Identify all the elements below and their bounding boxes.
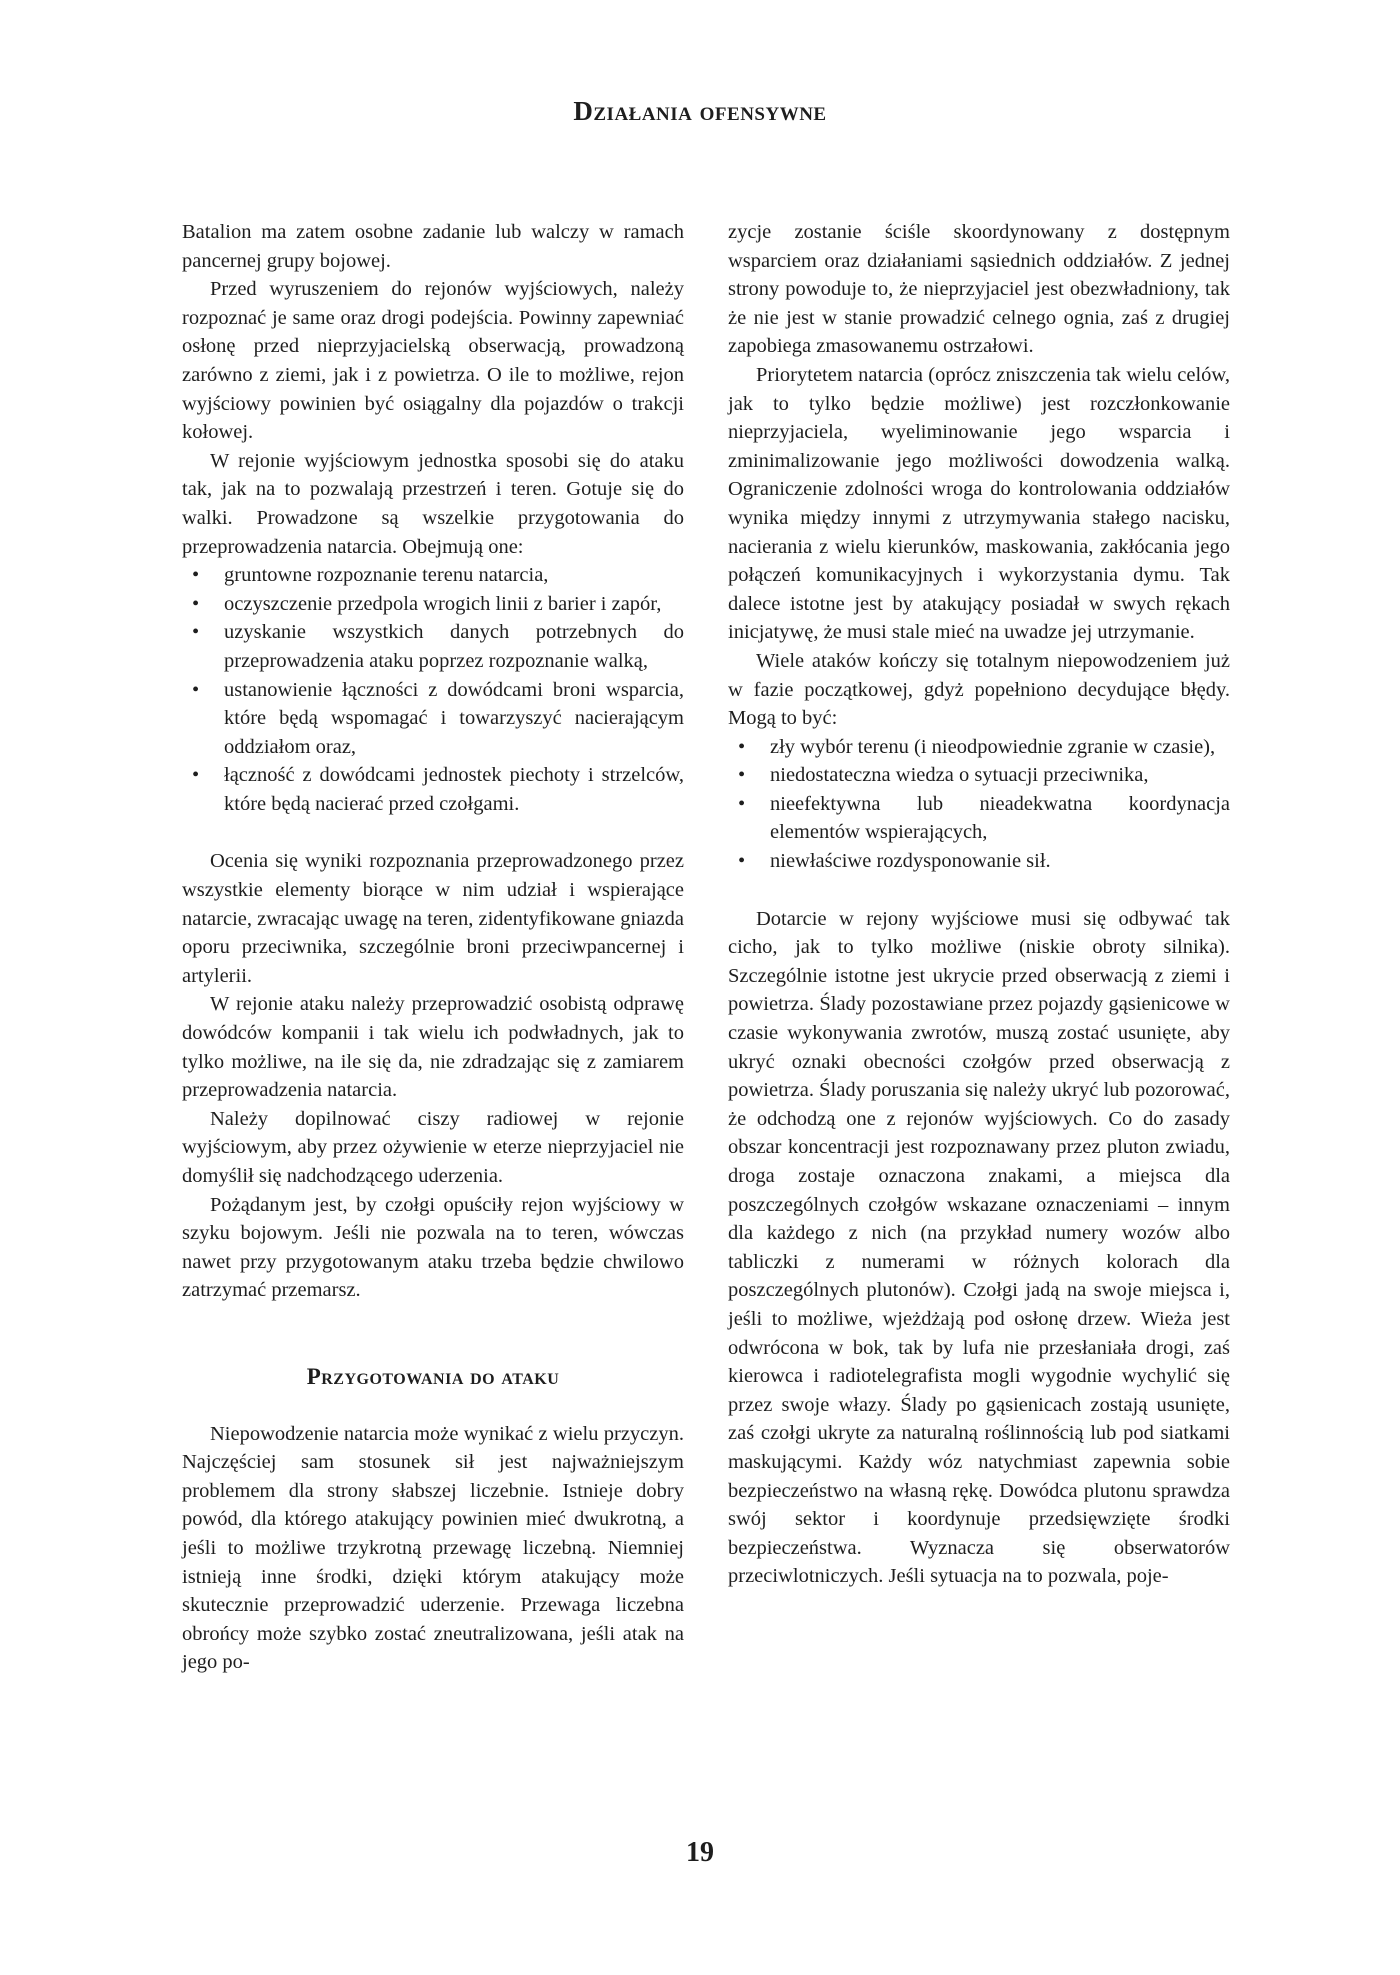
- list-item: • łączność z dowódcami jednostek piechoty i strzelców, które będą nacierać przed czołgami.: [182, 761, 684, 818]
- bullet-list: [182, 561, 684, 818]
- paragraph: Dotarcie w rejony wyjściowe musi się odbywać tak cicho, jak to tylko możliwe (niskie obroty silnika). Szczególnie istotne jest ukrycie przed obserwacją z ziemi i powietrza. Ślady pozostawiane przez pojazdy gąsienicowe w czasie wykonywania zwrotów, muszą zostać usunięte, aby ukryć oznaki obecności czołgów przed obserwacją z powietrza. Ślady poruszania się należy ukryć lub pozorować, że odchodzą one z rejonów wyjściowych. Co do zasady obszar koncentracji jest rozpoznawany przez pluton zwiadu, droga zostaje oznaczona znakami, a miejsca dla poszczególnych czołgów wskazane oznaczeniami – innym dla każdego z nich (na przykład numery wozów albo tabliczki z numerami w różnych kolorach dla poszczególnych plutonów). Czołgi jadą na swoje miejsca i, jeśli to możliwe, wjeżdżają pod osłonę drzew. Wieża jest odwrócona w bok, tak by lufa nie przesłaniała drogi, zaś kierowca i radiotelegrafista mogli wygodnie wychylić się przez swoje włazy. Ślady po gąsienicach zostają usunięte, zaś czołgi ukryte za naturalną roślinnością lub pod siatkami maskującymi. Każdy wóz natychmiast zapewnia sobie bezpieczeństwo na własną rękę. Dowódca plutonu sprawdza swój sektor i koordynuje przedsięwzięte środki bezpieczeństwa. Wyznacza się obserwatorów przeciwlotniczych. Jeśli sytuacja na to pozwala, poje-: [728, 907, 1230, 1588]
- paragraph: W rejonie ataku należy przeprowadzić osobistą odprawę dowódców kompanii i tak wielu ich podwładnych, jak to tylko możliwe, na ile się da, nie zdradzając się z zamiarem przeprowadzenia natarcia.: [182, 993, 684, 1102]
- paragraph: Ocenia się wyniki rozpoznania przeprowadzonego przez wszystkie elementy biorące w nim udział i wspierające natarcie, zwracając uwagę na teren, zidentyfikowane gniazda oporu przeciwnika, szczególnie broni przeciwpancernej i artylerii.: [182, 850, 684, 987]
- list-item: • uzyskanie wszystkich danych potrzebnych do przeprowadzenia ataku poprzez rozpoznanie walką,: [182, 618, 684, 675]
- paragraph: Pożądanym jest, by czołgi opuściły rejon wyjściowy w szyku bojowym. Jeśli nie pozwala na to teren, wówczas nawet przy przygotowanym ataku trzeba będzie chwilowo zatrzymać przemarsz.: [182, 1193, 684, 1302]
- list-item: • zły wybór terenu (i nieodpowiednie zgranie w czasie),: [728, 733, 1230, 762]
- bullet-icon: •: [738, 735, 746, 758]
- paragraph: Batalion ma zatem osobne zadanie lub walczy w ramach pancernej grupy bojowej.: [182, 221, 684, 272]
- bullet-icon: •: [192, 678, 200, 701]
- right-column: [728, 218, 1230, 1591]
- bullet-icon: •: [192, 564, 200, 587]
- bullet-icon: •: [738, 764, 746, 787]
- paragraph: W rejonie wyjściowym jednostka sposobi się do ataku tak, jak na to pozwalają przestrzeń i teren. Gotuje się do walki. Prowadzone są wszelkie przygotowania do przeprowadzenia natarcia. Obejmują one:: [182, 449, 684, 558]
- bullet-list: [728, 733, 1230, 876]
- list-item: • niewłaściwe rozdysponowanie sił.: [728, 847, 1230, 876]
- paragraph: Niepowodzenie natarcia może wynikać z wielu przyczyn. Najczęściej sam stosunek sił jest najważniejszym problemem dla strony słabszej liczebnie. Istnieje dobry powód, dla którego atakujący powinien mieć dwukrotną, a jeśli to możliwe trzykrotną przewagę liczebną. Niemniej istnieją inne środki, dzięki którym atakujący może skutecznie przeprowadzić uderzenie. Przewaga liczebna obrońcy może szybko zostać zneutralizowana, jeśli atak na jego po-: [182, 1422, 684, 1674]
- list-item: • niedostateczna wiedza o sytuacji przeciwnika,: [728, 761, 1230, 790]
- page-number: 19: [686, 1837, 714, 1868]
- paragraph: zycje zostanie ściśle skoordynowany z dostępnym wsparciem oraz działaniami sąsiednich oddziałów. Z jednej strony powoduje to, że nieprzyjaciel jest obezwładniony, tak że nie jest w stanie prowadzić celnego ognia, zaś z drugiej zapobiega zmasowanemu ostrzałowi.: [728, 221, 1230, 358]
- paragraph: Wiele ataków kończy się totalnym niepowodzeniem już w fazie początkowej, gdyż popełniono decydujące błędy. Mogą to być:: [728, 649, 1230, 730]
- list-item: • nieefektywna lub nieadekwatna koordynacja elementów wspierających,: [728, 790, 1230, 847]
- left-column: [182, 218, 684, 1677]
- bullet-icon: •: [738, 850, 746, 873]
- list-item: • oczyszczenie przedpola wrogich linii z barier i zapór,: [182, 590, 684, 619]
- section-heading: Przygotowania do ataku: [306, 1363, 560, 1389]
- paragraph: Należy dopilnować ciszy radiowej w rejonie wyjściowym, aby przez ożywienie w eterze nieprzyjaciel nie domyślił się nadchodzącego uderzenia.: [182, 1107, 684, 1187]
- bullet-icon: •: [192, 621, 200, 644]
- running-header: Działania ofensywne: [573, 96, 827, 126]
- list-item: • gruntowne rozpoznanie terenu natarcia,: [182, 561, 684, 590]
- bullet-icon: •: [192, 764, 200, 787]
- paragraph: Priorytetem natarcia (oprócz zniszczenia tak wielu celów, jak to tylko będzie możliwe) jest rozczłonkowanie nieprzyjaciela, wyeliminowanie jego wsparcia i zminimalizowanie jego możliwości dowodzenia walką. Ograniczenie zdolności wroga do kontrolowania oddziałów wynika między innymi z utrzymywania stałego nacisku, nacierania z wielu kierunków, maskowania, zakłócania jego połączeń komunikacyjnych i wykorzystania dymu. Tak dalece istotne jest by atakujący posiadał w swych rękach inicjatywę, że musi stale mieć na uwadze jej utrzymanie.: [728, 363, 1230, 644]
- list-item: • ustanowienie łączności z dowódcami broni wsparcia, które będą wspomagać i towarzyszyć nacierającym oddziałom oraz,: [182, 676, 684, 762]
- bullet-icon: •: [192, 592, 200, 615]
- paragraph: Przed wyruszeniem do rejonów wyjściowych, należy rozpoznać je same oraz drogi podejścia. Powinny zapewniać osłonę przed nieprzyjacielską obserwacją, prowadzoną zarówno z ziemi, jak i z powietrza. O ile to możliwe, rejon wyjściowy powinien być osiągalny dla pojazdów o trakcji kołowej.: [182, 278, 684, 444]
- bullet-icon: •: [738, 792, 746, 815]
